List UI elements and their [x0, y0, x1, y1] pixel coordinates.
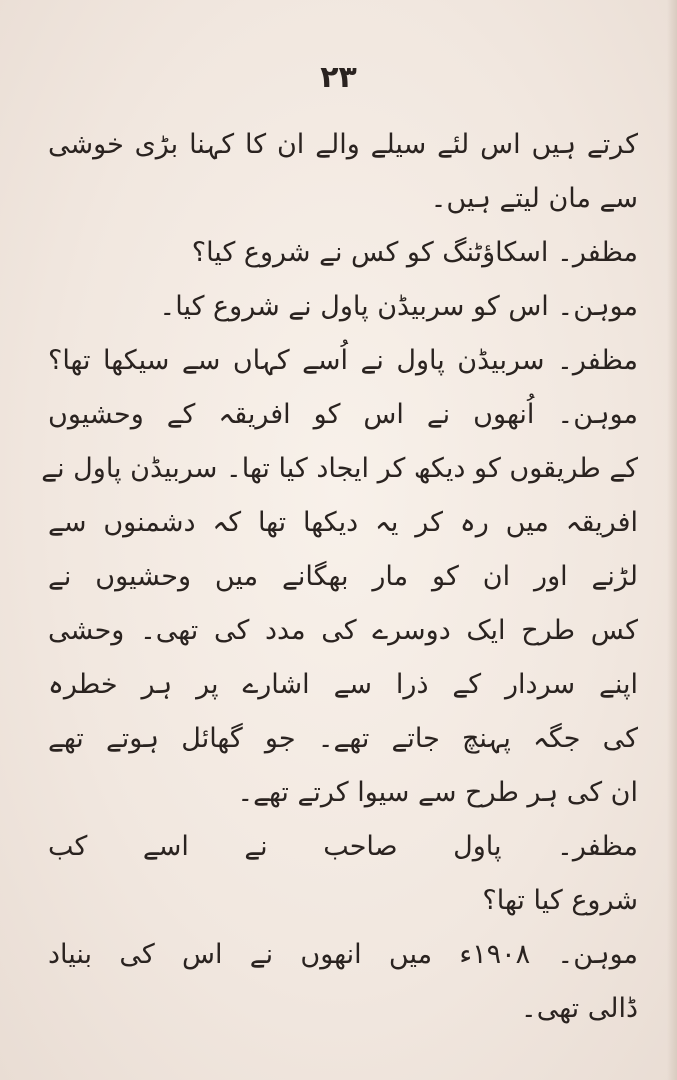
text-line-2: سے مان لیتے ہیں۔	[430, 183, 638, 214]
page-edge-shadow	[667, 0, 677, 1080]
text-line-7: کے طریقوں کو دیکھ کر ایجاد کیا تھا۔ سربیڈن پاول نے	[41, 453, 638, 484]
text-line-17: ڈالی تھی۔	[520, 993, 638, 1024]
text-line-13: ان کی ہر طرح سے سیوا کرتے تھے۔	[237, 777, 638, 808]
text-line-16: موہن۔ ۱۹۰۸ء میں انھوں نے اس کی بنیاد	[48, 939, 638, 970]
text-line-9: لڑنے اور ان کو مار بھگانے میں وحشیوں نے	[48, 561, 638, 592]
text-line-6: موہن۔ اُنھوں نے اس کو افریقہ کے وحشیوں	[48, 399, 638, 430]
text-line-5: مظفر۔ سربیڈن پاول نے اُسے کہاں سے سیکھا تھا؟	[48, 345, 638, 376]
text-line-12: کی جگہ پہنچ جاتے تھے۔ جو گھائل ہوتے تھے	[48, 723, 638, 754]
text-line-3: مظفر۔ اسکاؤٹنگ کو کس نے شروع کیا؟	[191, 237, 638, 268]
text-line-4: موہن۔ اس کو سربیڈن پاول نے شروع کیا۔	[159, 291, 638, 322]
text-line-15: شروع کیا تھا؟	[482, 885, 638, 916]
page-number: ۲۳	[320, 60, 357, 95]
text-line-11: اپنے سردار کے ذرا سے اشارے پر ہر خطرہ	[48, 669, 638, 700]
text-line-1: کرتے ہیں اس لئے سیلے والے ان کا کہنا بڑی خوشی	[48, 129, 638, 160]
text-line-8: افریقہ میں رہ کر یہ دیکھا تھا کہ دشمنوں سے	[48, 507, 638, 538]
text-line-14: مظفر۔ پاول صاحب نے اسے کب	[48, 831, 638, 862]
text-line-10: کس طرح ایک دوسرے کی مدد کی تھی۔ وحشی	[48, 615, 638, 646]
body-text	[41, 118, 638, 1036]
